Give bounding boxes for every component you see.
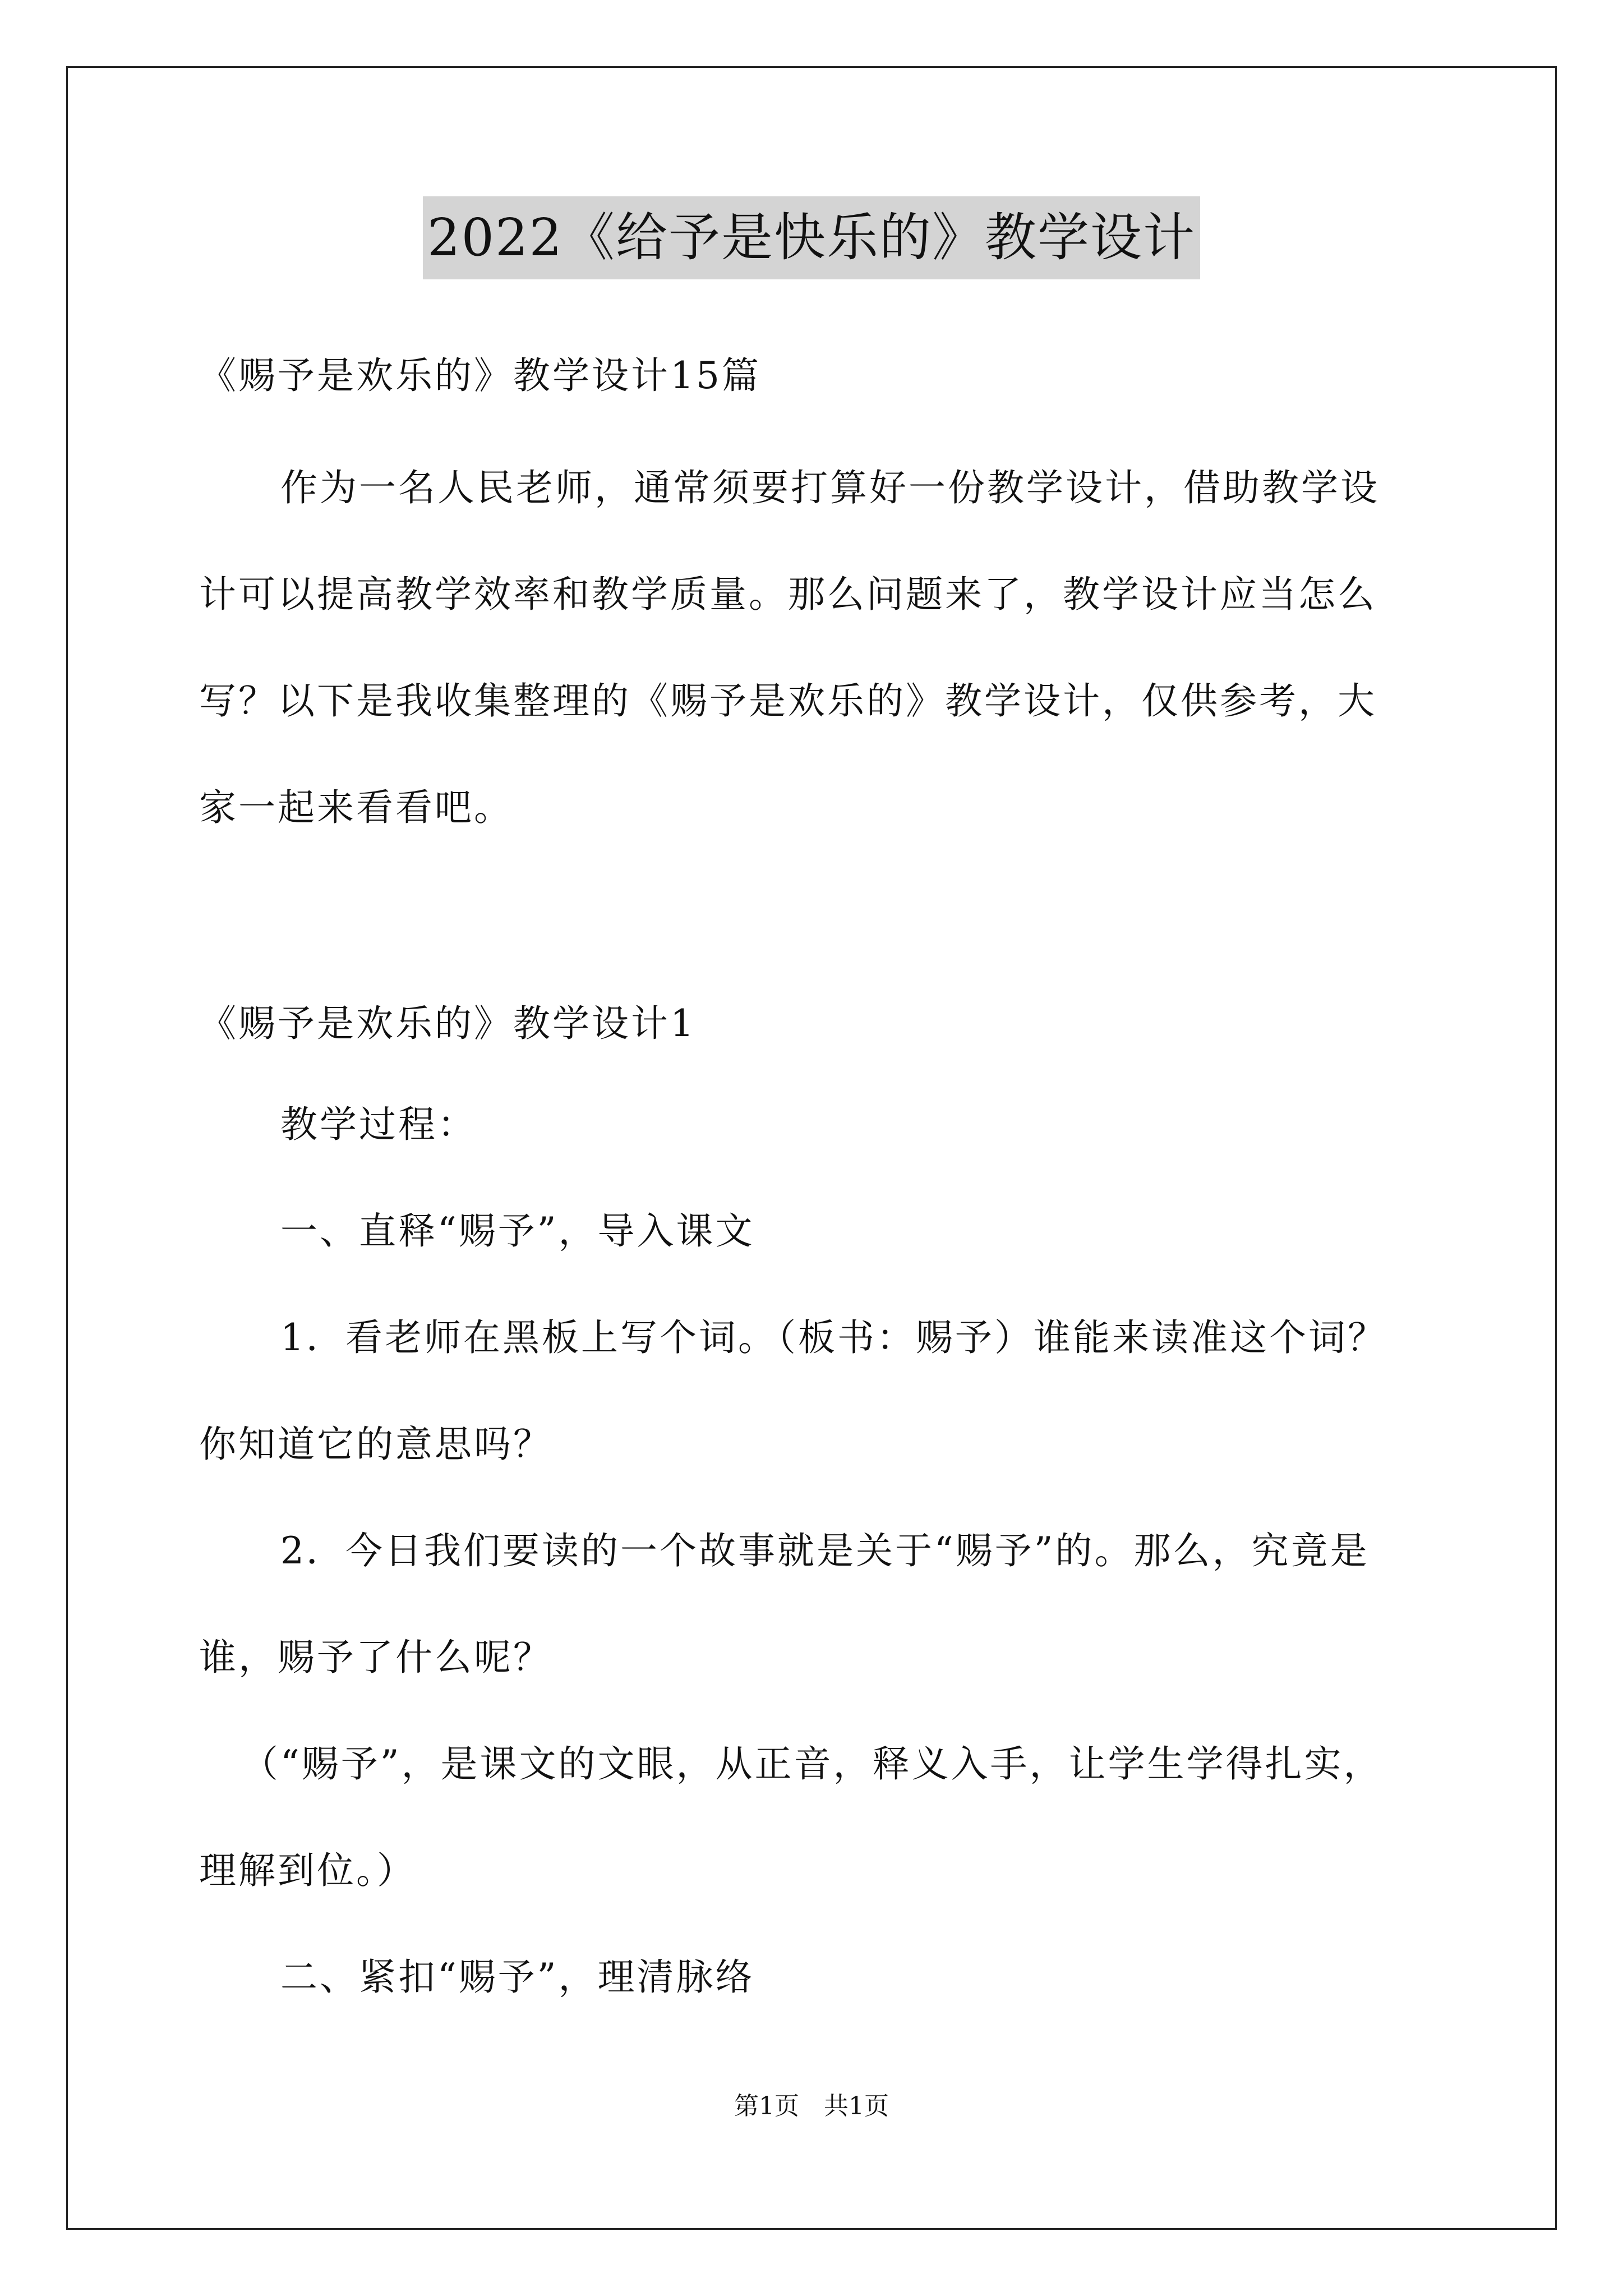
paragraph-line: 1．看老师在黑板上写个词。（板书：赐予）谁能来读准这个词？ bbox=[280, 1316, 1387, 1359]
paragraph-line: 你知道它的意思吗？ bbox=[199, 1423, 552, 1466]
paragraph-line: 2．今日我们要读的一个故事就是关于“赐予”的。那么，究竟是 bbox=[280, 1529, 1370, 1572]
section-heading: 《赐予是欢乐的》教学设计1 bbox=[199, 1002, 696, 1045]
paragraph-line: 计可以提高教学效率和教学质量。那么问题来了，教学设计应当怎么 bbox=[199, 573, 1377, 616]
paragraph-line: 作为一名人民老师，通常须要打算好一份教学设计，借助教学设 bbox=[280, 466, 1380, 509]
paragraph-line: 谁，赐予了什么呢？ bbox=[199, 1636, 552, 1679]
paragraph-line: 家一起来看看吧。 bbox=[199, 786, 513, 829]
paragraph-line: 理解到位。） bbox=[199, 1849, 416, 1892]
paragraph-line: （“赐予”，是课文的文眼，从正音，释义入手，让学生学得扎实， bbox=[241, 1742, 1383, 1786]
title-container bbox=[0, 196, 1623, 279]
paragraph-line: 二、紧扣“赐予”，理清脉络 bbox=[280, 1955, 755, 1999]
paragraph-line: 一、直释“赐予”，导入课文 bbox=[280, 1209, 755, 1253]
page-footer: 第1页 共1页 bbox=[734, 2092, 889, 2120]
section-heading: 《赐予是欢乐的》教学设计15篇 bbox=[199, 354, 761, 397]
paragraph-line: 写？以下是我收集整理的《赐予是欢乐的》教学设计，仅供参考，大 bbox=[199, 679, 1377, 723]
paragraph-line: 教学过程： bbox=[280, 1103, 477, 1146]
document-title: 2022《给予是快乐的》教学设计 bbox=[423, 196, 1200, 279]
